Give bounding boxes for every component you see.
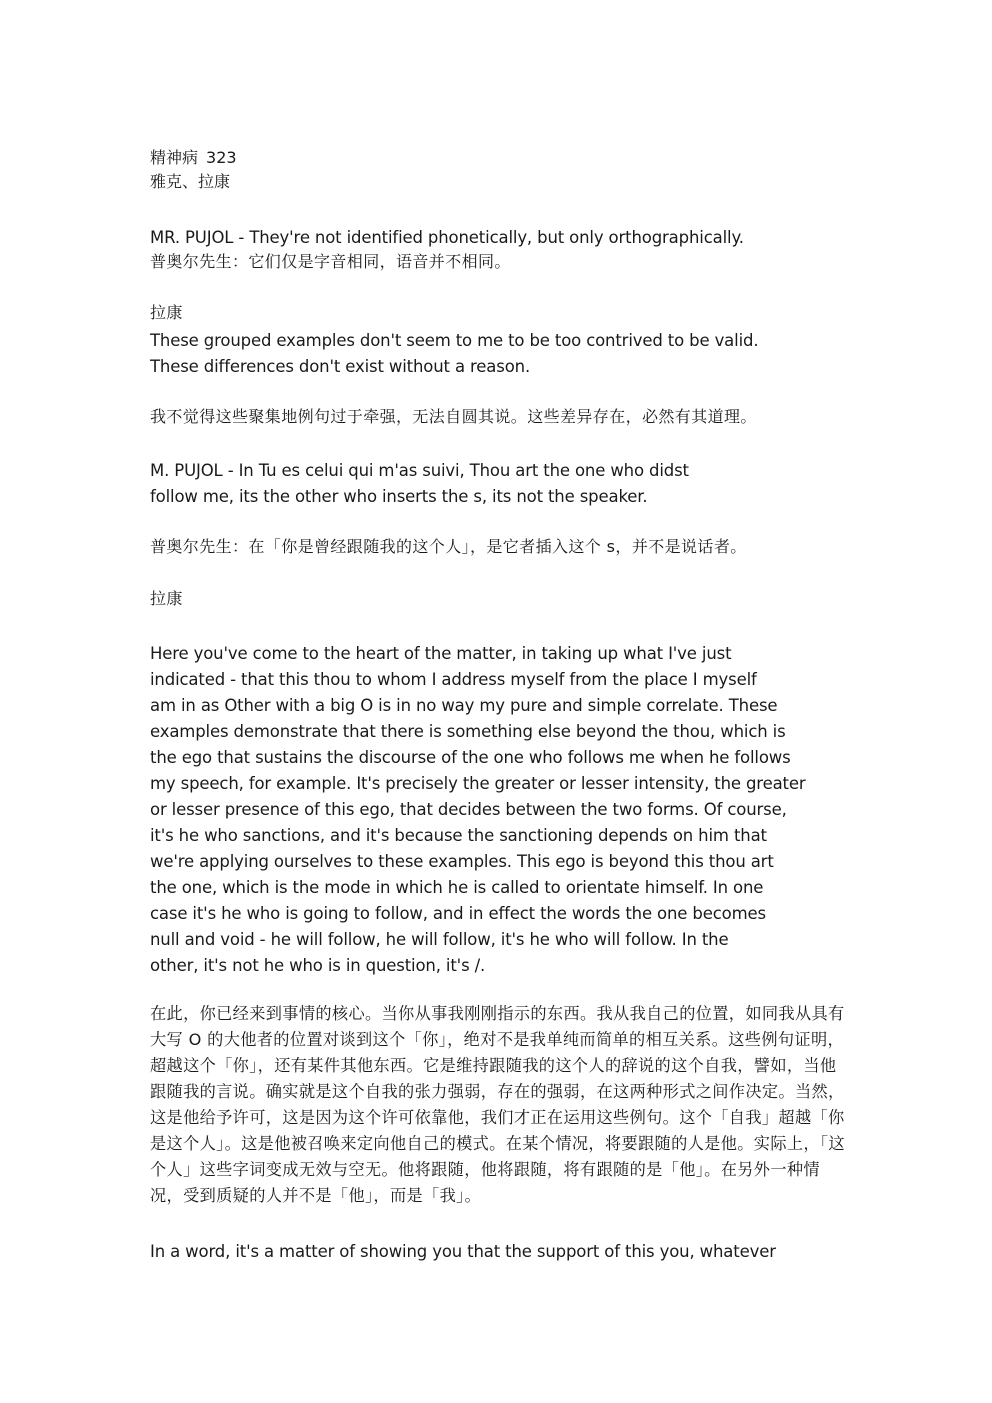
running-header: [150, 146, 237, 194]
lacan-reply-english: These grouped examples don't seem to me to be too contrived to be valid. These differences don't exist without a reason.: [150, 331, 759, 376]
lacan-long-reply-chinese: 在此，你已经来到事情的核心。当你从事我刚刚指示的东西。我从我自己的位置，如同我从具有大写 O 的大他者的位置对谈到这个「你」，绝对不是我单纯而简单的相互关系。这些例句证明，超越这个「你」，还有某件其他东西。它是维持跟随我的这个人的辞说的这个自我，譬如，当他跟随我的言说。确实就是这个自我的张力强弱，存在的强弱，在这两种形式之间作决定。当然，这是他给予许可，这是因为这个许可依靠他，我们才正在运用这些例句。这个「自我」超越「你是这个人」。这是他被召唤来定向他自己的模式。在某个情况，将要跟随的人是他。实际上，「这个人」这些字词变成无效与空无。他将跟随，他将跟随，将有跟随的是「他」。在另外一种情况，受到质疑的人并不是「他」，而是「我」。: [150, 1004, 845, 1205]
pujol-remark-chinese: 普奥尔先生：它们仅是字音相同，语音并不相同。: [150, 252, 511, 271]
closing-line-english: In a word, it's a matter of showing you that the support of this you, whatever: [150, 1242, 776, 1261]
author-name: 雅克、拉康: [150, 172, 231, 191]
speaker-label-lacan-2: 拉康: [150, 589, 183, 608]
pujol-second-remark-english: M. PUJOL - In Tu es celui qui m'as suivi, Thou art the one who didst follow me, its the other who inserts the s, its not the speaker.: [150, 461, 689, 506]
book-title: 精神病: [150, 148, 199, 167]
lacan-reply-chinese: 我不觉得这些聚集地例句过于牵强，无法自圆其说。这些差异存在，必然有其道理。: [150, 407, 757, 426]
speaker-label-lacan: 拉康: [150, 303, 183, 322]
pujol-second-remark-chinese: 普奥尔先生：在「你是曾经跟随我的这个人」，是它者插入这个 s，并不是说话者。: [150, 537, 747, 556]
pujol-remark-english: MR. PUJOL - They're not identified phonetically, but only orthographically.: [150, 228, 744, 247]
lacan-long-reply-english: Here you've come to the heart of the matter, in taking up what I've just indicated - that this thou to whom I address myself from the place I myself am in as Other with a big O is in no way my pure and simple correlate. These examples demonstrate that there is something else beyond the thou, which is the ego that sustains the discourse of the one who follows me when he follows my speech, for example. It's precisely the greater or lesser intensity, the greater or lesser presence of this ego, that decides between the two forms. Of course, it's he who sanctions, and it's because the sanctioning depends on him that we're applying ourselves to these examples. This ego is beyond this thou art the one, which is the mode in which he is called to orientate himself. In one case it's he who is going to follow, and in effect the words the one becomes null and void - he will follow, he will follow, it's he who will follow. In the other, it's not he who is in question, it's /.: [150, 644, 806, 975]
page-number: 323: [206, 148, 237, 167]
